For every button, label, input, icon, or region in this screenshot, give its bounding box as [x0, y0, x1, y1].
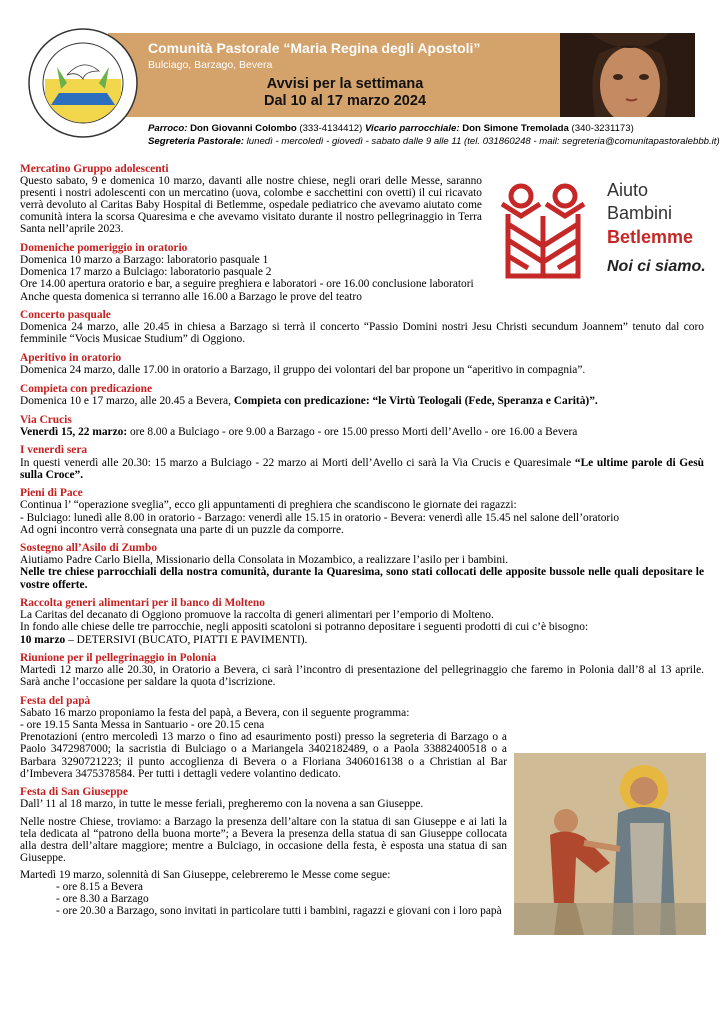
section-text: Aiutiamo Padre Carlo Biella, Missionario della Consolata in Mozambico, a realizzare l’asilo per i bambini. — [20, 554, 509, 567]
section-line: Sabato 16 marzo proponiamo la festa del papà, a Bevera, con il seguente programma: — [20, 707, 410, 720]
section-title: Concerto pasquale — [20, 309, 111, 322]
bambini-text: Bambini — [607, 203, 673, 223]
section-title: Festa di San Giuseppe — [20, 786, 128, 799]
madonna-portrait-image — [560, 33, 695, 117]
section-line: In fondo alle chiese delle tre parrocchie, negli appositi scatoloni si potranno depositare i seguenti prodotti di cui c’è bisogno: — [20, 621, 589, 634]
section-line: Anche questa domenica si terranno alle 16.00 a Barzago le prove del teatro — [20, 290, 362, 303]
community-logo — [27, 27, 139, 139]
section-title: Festa del papà — [20, 695, 91, 708]
section-text: Prenotazioni (entro mercoledì 13 marzo o fino ad esaurimento posti) presso la segreteria di Barzago o a Paolo 3472987000; la sacristia di Bulciago o a Mariangela 3402182489, o a Paola 3388240051​8 o a Barbara 3290721223; il punto accoglienza di Bevera o a Floriana 3406016138 o a Christian al Bar d’Imbevera 3475378584. Per tutti i dettagli vedere volantino dedicato. — [20, 731, 507, 780]
venerdi-text: In questi venerdì alle 20.30: 15 marzo a Bulciago - 22 marzo ai Morti dell’Avello ci sarà la Via Crucis e Quaresimale — [20, 456, 575, 469]
section-concerto — [20, 309, 704, 345]
section-title: Mercatino Gruppo adolescenti — [20, 163, 169, 175]
section-pieni-di-pace — [20, 487, 704, 535]
venerdi-bold: “Le ultime parole di Gesù sulla Croce”. — [20, 456, 704, 481]
notices-content — [20, 163, 704, 924]
section-title: Sostegno all’Asilo di Zumbo — [20, 542, 158, 555]
section-text — [20, 426, 704, 438]
vicario-name: Don Simone Tremolada — [462, 123, 569, 134]
section-line: Domenica 10 marzo a Barzago: laboratorio pasquale 1 — [20, 254, 269, 267]
section-line — [20, 634, 704, 646]
mass-time-item: - ore 8.15 a Bevera — [56, 881, 143, 893]
via-crucis-text: ore 8.00 a Bulciago - ore 9.00 a Barzago - ore 15.00 presso Morti dell’Avello - ore 16.00 a Bevera — [127, 425, 578, 438]
parroco-phone: (333-4134412) — [299, 123, 363, 134]
betlemme-text: Betlemme — [607, 227, 694, 247]
via-crucis-dates: Venerdì 15, 22 marzo: — [20, 425, 128, 438]
section-title: Via Crucis — [20, 413, 72, 426]
raccolta-date: 10 marzo — [20, 633, 66, 646]
section-title: Raccolta generi alimentari per il banco di Molteno — [20, 597, 265, 610]
section-title: Pieni di Pace — [20, 487, 83, 500]
community-towns: Bulciago, Barzago, Bevera — [148, 59, 273, 71]
section-festa-papa — [20, 695, 704, 780]
section-line: - Bulciago: lunedì alle 8.00 in oratorio - Barzago: venerdì alle 15.15 in oratorio - Bevera: venerdì alle 15.45 nel salone dell’oratorio — [20, 511, 620, 524]
noi-ci-siamo-text: Noi ci siamo. — [607, 258, 706, 275]
section-line: Continua l’ “operazione sveglia”, ecco gli appuntamenti di preghiera che scandiscono le giornate dei ragazzi: — [20, 499, 517, 512]
mass-time-item: - ore 8.30 a Barzago — [56, 893, 149, 906]
compieta-text: Domenica 10 e 17 marzo, alle 20.45 a Bevera, — [20, 394, 234, 407]
week-notice-title — [245, 76, 445, 110]
section-line: Ore 14.00 apertura oratorio e bar, a seguire preghiera e laboratori - ore 16.00 conclusione laboratori — [20, 278, 474, 291]
parroco-label: Parroco: — [148, 123, 188, 134]
section-text: Domenica 24 marzo, alle 20.45 in chiesa a Barzago si terrà il concerto “Passio Domini nostri Jesu Christi secundum Joannem” tenuto dal coro femminile “Vocis Musicae Studium” di Oggiono. — [20, 321, 704, 346]
section-title: I venerdì sera — [20, 444, 88, 457]
section-bold — [20, 566, 704, 590]
section-riunione — [20, 652, 704, 688]
section-text: Nelle nostre Chiese, troviamo: a Barzago la presenza dell’altare con la statua di san Giuseppe e ai lati la tela dedicata al “patrono della buona morte”; a Bevera la presenza della statua di san Giuseppe collocata alla destra dell’altare maggiore; mentre a Bulciago, in occasione della festa, è esposta una statua di san Giuseppe. — [20, 815, 507, 864]
vicario-phone: (340-3231173) — [571, 123, 634, 134]
section-compieta — [20, 383, 704, 407]
section-asilo — [20, 542, 704, 590]
section-text: Questo sabato, 9 e domenica 10 marzo, davanti alle nostre chiese, negli orari delle Messe, saranno presenti i nostri adolescenti con un mercatino (uova, colombe e sacchettini con ovetti) il cui ricavato verrà devoluto al Caritas Baby Hospital di Betlemme, ospedale pediatrico che avevamo aiutato come comunità intera la scorsa Quaresima e che avevamo visitato durante il nostro pellegrinaggio in Terra Santa nell’aprile 2023. — [20, 175, 482, 236]
asilo-bold: Nelle tre chiese parrocchiali della nostra comunità, durante la Quaresima, sono stati collocati delle apposite bussole nelle quali depositare le vostre offerte. — [20, 566, 704, 591]
parroco-name: Don Giovanni Colombo — [190, 123, 297, 134]
section-line: Domenica 17 marzo a Bulciago: laboratorio pasquale 2 — [20, 266, 272, 279]
section-domeniche — [20, 242, 704, 302]
section-title: Riunione per il pellegrinaggio in Polonia — [20, 652, 217, 665]
section-text: Martedì 12 marzo alle 20.30, in Oratorio a Bevera, ci sarà l’incontro di presentazione del pellegrinaggio che faremo in Polonia dall’8 al 13 aprile. Sarà anche l’occasione per saldare la quota d’iscrizione. — [20, 664, 704, 689]
section-raccolta — [20, 597, 704, 645]
week-notice-dates: Dal 10 al 17 marzo 2024 — [263, 93, 427, 109]
section-line: Ad ogni incontro verrà consegnata una parte di un puzzle da comporre. — [20, 523, 344, 536]
section-line: La Caritas del decanato di Oggiono promuove la raccolta di generi alimentari per l’emporio di Molteno. — [20, 609, 494, 622]
section-text: Domenica 24 marzo, dalle 17.00 in oratorio a Barzago, il gruppo dei volontari del bar propone un “aperitivo in compagnia”. — [20, 364, 586, 377]
section-venerdi-sera — [20, 444, 704, 480]
community-title: Comunità Pastorale “Maria Regina degli Apostoli” — [148, 40, 481, 56]
week-notice-line1: Avvisi per la settimana — [266, 76, 424, 92]
section-line: Dall’ 11 al 18 marzo, in tutte le messe feriali, pregheremo con la novena a san Giuseppe. — [20, 798, 424, 811]
section-title: Domeniche pomeriggio in oratorio — [20, 242, 188, 255]
segreteria-hours: lunedì - mercoledì - giovedì - sabato dalle 9 alle 11 (tel. 031860248 - mail: segreteria@comunitapastoralebbb.it) — [246, 136, 720, 147]
section-title: Aperitivo in oratorio — [20, 352, 122, 365]
section-line: - ore 19.15 Santa Messa in Santuario - ore 20.15 cena — [20, 719, 265, 732]
mass-time-item: - ore 20.30 a Barzago, sono invitati in particolare tutti i bambini, ragazzi e giovani con i loro papà — [56, 905, 502, 918]
aiuto-text: Aiuto — [607, 180, 649, 200]
compieta-bold: Compieta con predicazione: “le Virtù Teologali (Fede, Speranza e Carità)”. — [233, 394, 598, 407]
section-text — [20, 395, 704, 407]
section-line: Martedì 19 marzo, solennità di San Giuseppe, celebreremo le Messe come segue: — [20, 868, 391, 881]
raccolta-items: – DETERSIVI (BUCATO, PIATTI E PAVIMENTI). — [65, 633, 308, 646]
section-title: Compieta con predicazione — [20, 382, 153, 395]
section-mercatino — [20, 163, 704, 236]
section-san-giuseppe — [20, 786, 704, 917]
section-aperitivo — [20, 352, 704, 376]
segreteria-label: Segreteria Pastorale: — [148, 136, 244, 147]
section-text — [20, 457, 704, 481]
vicario-label: Vicario parrocchiale: — [365, 123, 460, 134]
contact-info — [148, 122, 720, 148]
section-via-crucis — [20, 414, 704, 438]
